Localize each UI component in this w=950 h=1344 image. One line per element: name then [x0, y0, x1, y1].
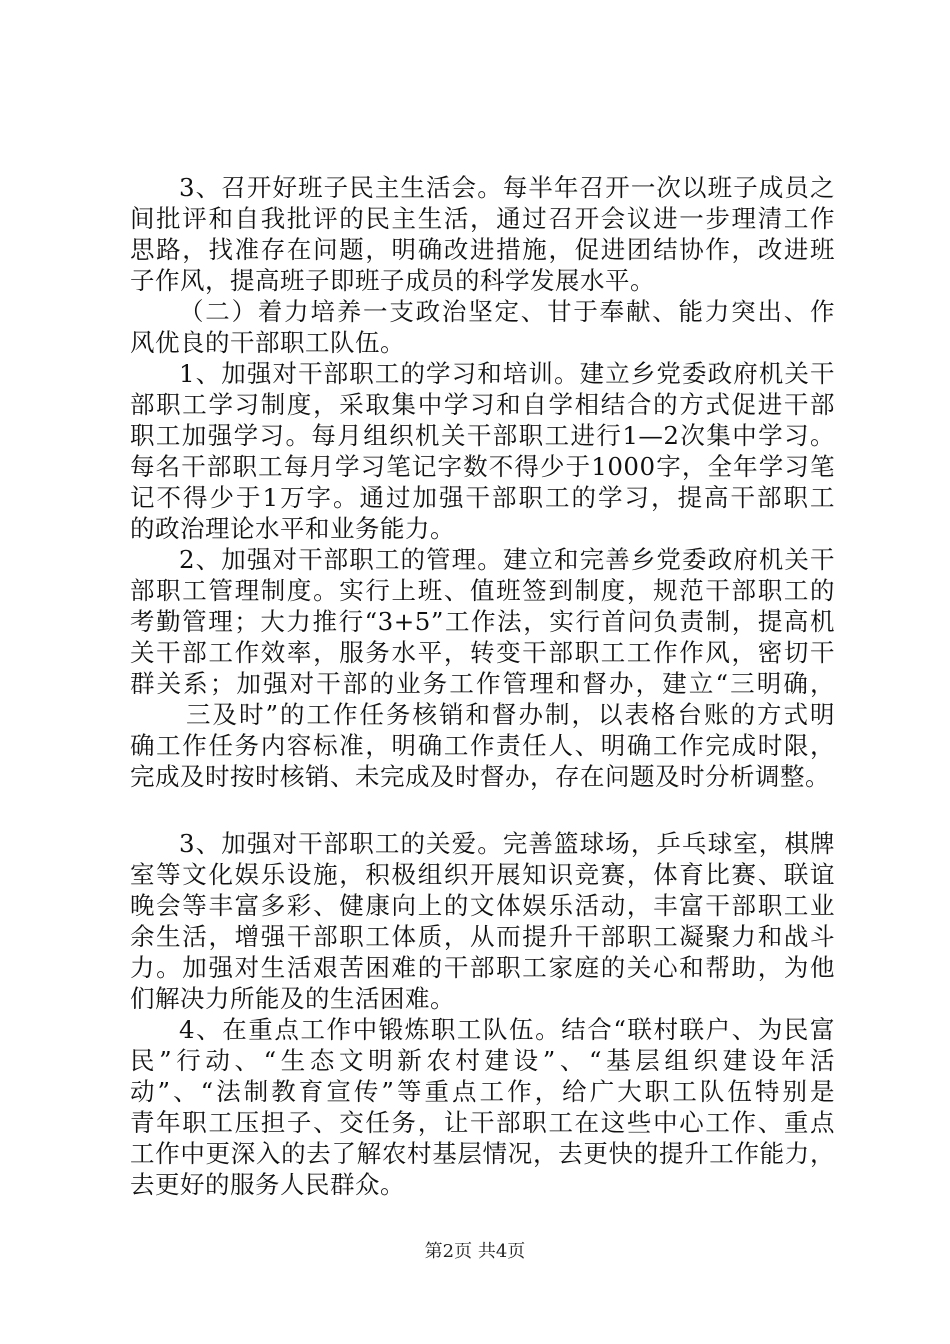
text-line: （二）着力培养一支政治坚定、甘于奉献、能力突出、作 [179, 297, 835, 326]
text-line: 们解决力所能及的生活困难。 [130, 984, 455, 1013]
text-line: 子作风，提高班子即班子成员的科学发展水平。 [130, 266, 655, 295]
text-line: 职工加强学习。每月组织机关干部职工进行1—2次集中学习。 [130, 421, 835, 450]
paragraph-spacer [130, 792, 835, 828]
paragraph [130, 544, 835, 699]
text-line: 3、召开好班子民主生活会。每半年召开一次以班子成员之 [179, 173, 835, 202]
paragraph [130, 828, 835, 1014]
text-line: 力。加强对生活艰苦困难的干部职工家庭的关心和帮助，为他 [130, 953, 835, 982]
document-body [130, 172, 835, 1200]
text-line: 动”、“法制教育宣传”等重点工作，给广大职工队伍特别是 [130, 1077, 835, 1106]
text-line: 室等文化娱乐设施，积极组织开展知识竞赛，体育比赛、联谊 [130, 860, 835, 889]
text-line: 去更好的服务人民群众。 [130, 1170, 405, 1199]
text-line: 每名干部职工每月学习笔记字数不得少于1000字，全年学习笔 [130, 452, 835, 481]
text-line: 的政治理论水平和业务能力。 [130, 514, 455, 543]
text-line: 2、加强对干部职工的管理。建立和完善乡党委政府机关干 [179, 545, 835, 574]
paragraph [130, 172, 835, 296]
text-line: 4、在重点工作中锻炼职工队伍。结合“联村联户、为民富 [179, 1015, 835, 1044]
text-line: 完成及时按时核销、未完成及时督办，存在问题及时分析调整。 [130, 762, 830, 791]
text-line: 部职工学习制度，采取集中学习和自学相结合的方式促进干部 [130, 390, 835, 419]
text-line: 余生活，增强干部职工体质，从而提升干部职工凝聚力和战斗 [130, 922, 835, 951]
paragraph [130, 1014, 835, 1200]
text-line: 三及时”的工作任务核销和督办制，以表格台账的方式明 [186, 700, 835, 729]
page-footer [0, 1241, 950, 1263]
paragraph [130, 699, 835, 792]
text-line: 风优良的干部职工队伍。 [130, 328, 405, 357]
paragraph [130, 358, 835, 544]
text-line: 晚会等丰富多彩、健康向上的文体娱乐活动，丰富干部职工业 [130, 891, 835, 920]
text-line: 记不得少于1万字。通过加强干部职工的学习，提高干部职工 [130, 483, 835, 512]
text-line: 关干部工作效率，服务水平，转变干部职工工作作风，密切干 [130, 638, 835, 667]
text-line: 部职工管理制度。实行上班、值班签到制度，规范干部职工的 [130, 576, 835, 605]
text-line: 3、加强对干部职工的关爱。完善篮球场，乒乓球室，棋牌 [179, 829, 835, 858]
text-line: 青年职工压担子、交任务，让干部职工在这些中心工作、重点 [130, 1108, 835, 1137]
text-line: 工作中更深入的去了解农村基层情况，去更快的提升工作能力， [130, 1139, 835, 1168]
text-line: 民”行动、“生态文明新农村建设”、“基层组织建设年活 [130, 1046, 835, 1075]
text-line: 思路，找准存在问题，明确改进措施，促进团结协作，改进班 [130, 235, 835, 264]
text-line: 考勤管理；大力推行“3+5”工作法，实行首问负责制，提高机 [130, 607, 835, 636]
text-line: 间批评和自我批评的民主生活，通过召开会议进一步理清工作 [130, 204, 835, 233]
section-heading [130, 296, 835, 358]
text-line: 确工作任务内容标准，明确工作责任人、明确工作完成时限， [130, 731, 835, 760]
text-line: 群关系；加强对干部的业务工作管理和督办，建立“三明确， [130, 669, 835, 698]
page-number: 第2页 共4页 [424, 1241, 526, 1262]
text-line: 1、加强对干部职工的学习和培训。建立乡党委政府机关干 [179, 359, 835, 388]
